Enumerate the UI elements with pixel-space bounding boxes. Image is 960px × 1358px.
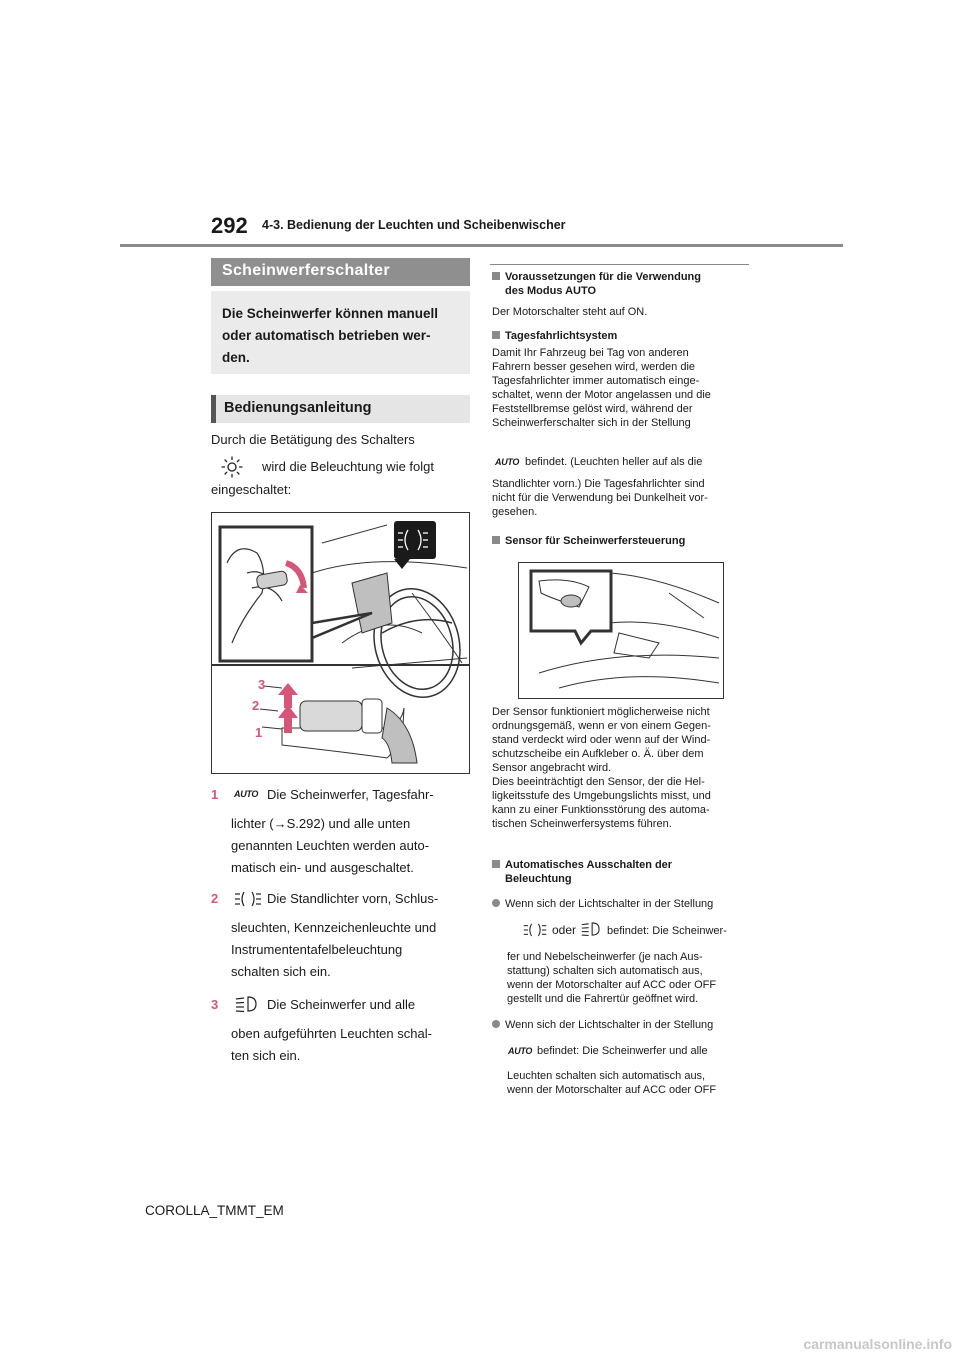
text-line: stattung) schalten sich automatisch aus, (507, 965, 703, 977)
intro-line: den. (222, 350, 250, 365)
text-line: gesehen. (492, 506, 538, 518)
text-line: wenn der Motorschalter auf ACC oder OFF (507, 1084, 717, 1096)
text-line: Sensor angebracht wird. (492, 762, 612, 774)
square-bullet-icon (492, 272, 500, 280)
text-line: Leuchten schalten sich automatisch aus, (507, 1070, 706, 1082)
note-text (507, 1069, 716, 1097)
square-bullet-icon (492, 536, 500, 544)
intro-line: Die Scheinwerfer können manuell (222, 306, 439, 321)
intro-box (211, 291, 470, 374)
auto-icon: AUTO (234, 789, 259, 799)
step-number: 2 (211, 891, 219, 906)
section-title-bar (211, 258, 470, 286)
text-line: Tagesfahrlichter immer automatisch einge- (492, 375, 700, 387)
step-text: sleuchten, Kennzeichenleuchte und (231, 920, 437, 935)
page-number: 292 (211, 213, 248, 238)
text-line: fer und Nebelscheinwerfer (je nach Aus- (507, 951, 703, 963)
right-column-divider (490, 264, 749, 265)
text-line: schutzscheibe ein Aufkleber o. Ä. über dem (492, 748, 704, 760)
text-line: Damit Ihr Fahrzeug bei Tag von anderen (492, 347, 689, 359)
model-footer: COROLLA_TMMT_EM (145, 1203, 284, 1218)
step-text: oben aufgeführten Leuchten schal- (231, 1026, 432, 1041)
step-text: Die Standlichter vorn, Schlus- (267, 891, 439, 906)
auto-icon: AUTO (508, 1046, 533, 1056)
text-line: gestellt und die Fahrertür geöffnet wird. (507, 993, 699, 1005)
note-heading (492, 858, 672, 886)
text-line: schaltet, wenn der Motor angelassen und die (492, 389, 711, 401)
step-text: Die Scheinwerfer, Tagesfahr- (267, 787, 434, 802)
note-text: befindet: Die Scheinwer- (607, 925, 727, 937)
step-text: ten sich ein. (231, 1048, 301, 1063)
heading-line: Beleuchtung (505, 873, 572, 885)
section-title: Scheinwerferschalter (222, 262, 390, 279)
heading-line: Sensor für Scheinwerfersteuerung (505, 535, 686, 547)
sensor-illustration (519, 563, 723, 698)
step-text: schalten sich ein. (231, 964, 331, 979)
step-text: matisch ein- und ausgeschaltet. (231, 860, 414, 875)
headlight-switch-figure (211, 512, 470, 774)
heading-line: des Modus AUTO (505, 285, 597, 297)
text-line: nicht für die Verwendung bei Dunkelheit vor- (492, 492, 708, 504)
body-line: Durch die Betätigung des Schalters (211, 432, 415, 447)
note-heading (492, 329, 617, 343)
text-line: wenn der Motorschalter auf ACC oder OFF (507, 979, 717, 991)
text-line: ligkeitsstufe des Umgebungslichts misst, und (492, 790, 711, 802)
note-text (492, 477, 708, 519)
text-line: Feststellbremse gelöst wird, während der (492, 403, 693, 415)
step-text: genannten Leuchten werden auto- (231, 838, 430, 853)
note-text: befindet. (Leuchten heller auf als die (525, 456, 703, 468)
intro-text (222, 303, 462, 369)
headlight-icon (234, 995, 264, 1013)
text-line: stand verdeckt wird oder wenn auf der Wind- (492, 734, 711, 746)
subheading-bar (211, 395, 470, 423)
switch-illustration (212, 513, 469, 773)
body-line: wird die Beleuchtung wie folgt (262, 459, 434, 474)
headlight-icon (580, 920, 606, 938)
text-line: Scheinwerferschalter sich in der Stellung (492, 417, 691, 429)
note-text: oder (552, 923, 577, 937)
watermark: carmanualsonline.info (803, 1336, 952, 1352)
note-text (492, 705, 711, 831)
callout-2: 2 (252, 698, 260, 713)
text-line: tischen Scheinwerfersystems führen. (492, 818, 672, 830)
step-text: Instrumententafelbeleuchtung (231, 942, 403, 957)
sensor-figure (518, 562, 724, 699)
bullet-item (492, 1018, 713, 1032)
auto-icon: AUTO (495, 457, 520, 467)
parking-light-icon (522, 922, 548, 938)
note-text (507, 950, 716, 1006)
text-line: kann zu einer Funktionsstörung des automa- (492, 804, 710, 816)
step-number: 3 (211, 997, 219, 1012)
chapter-title: 4-3. Bedienung der Leuchten und Scheibenwischer (262, 218, 566, 232)
callout-1: 1 (255, 725, 263, 740)
note-text: befindet: Die Scheinwerfer und alle (537, 1045, 708, 1057)
round-bullet-icon (492, 899, 500, 907)
square-bullet-icon (492, 860, 500, 868)
subheading: Bedienungsanleitung (224, 400, 372, 416)
note-text: Der Motorschalter steht auf ON. (492, 306, 648, 318)
bullet-item (492, 897, 713, 911)
square-bullet-icon (492, 331, 500, 339)
text-line: Fahrern besser gesehen wird, werden die (492, 361, 696, 373)
step-number: 1 (211, 787, 219, 802)
text-line: Wenn sich der Lichtschalter in der Stellung (505, 898, 714, 910)
text-line: Wenn sich der Lichtschalter in der Stellung (505, 1019, 714, 1031)
body-line: eingeschaltet: (211, 482, 292, 497)
step-text: lichter (→S.292) und alle unten (231, 816, 411, 831)
heading-line: Voraussetzungen für die Verwendung (505, 271, 701, 283)
text-line: Der Sensor funktioniert möglicherweise nicht (492, 706, 710, 718)
text-line: Standlichter vorn.) Die Tagesfahrlichter sind (492, 478, 705, 490)
heading-line: Automatisches Ausschalten der (505, 859, 673, 871)
note-heading (492, 270, 701, 298)
note-heading (492, 534, 685, 548)
text-line: Dies beeinträchtigt den Sensor, der die Hel- (492, 776, 705, 788)
intro-line: oder automatisch betrieben wer- (222, 328, 431, 343)
parking-light-icon (233, 891, 263, 907)
note-text (492, 346, 711, 430)
heading-line: Tagesfahrlichtsystem (505, 330, 618, 342)
light-switch-icon (220, 456, 244, 478)
round-bullet-icon (492, 1020, 500, 1028)
step-text: Die Scheinwerfer und alle (267, 997, 416, 1012)
header-divider (120, 244, 843, 247)
callout-3: 3 (258, 677, 266, 692)
text-line: ordnungsgemäß, wenn er von einem Gegen- (492, 720, 711, 732)
